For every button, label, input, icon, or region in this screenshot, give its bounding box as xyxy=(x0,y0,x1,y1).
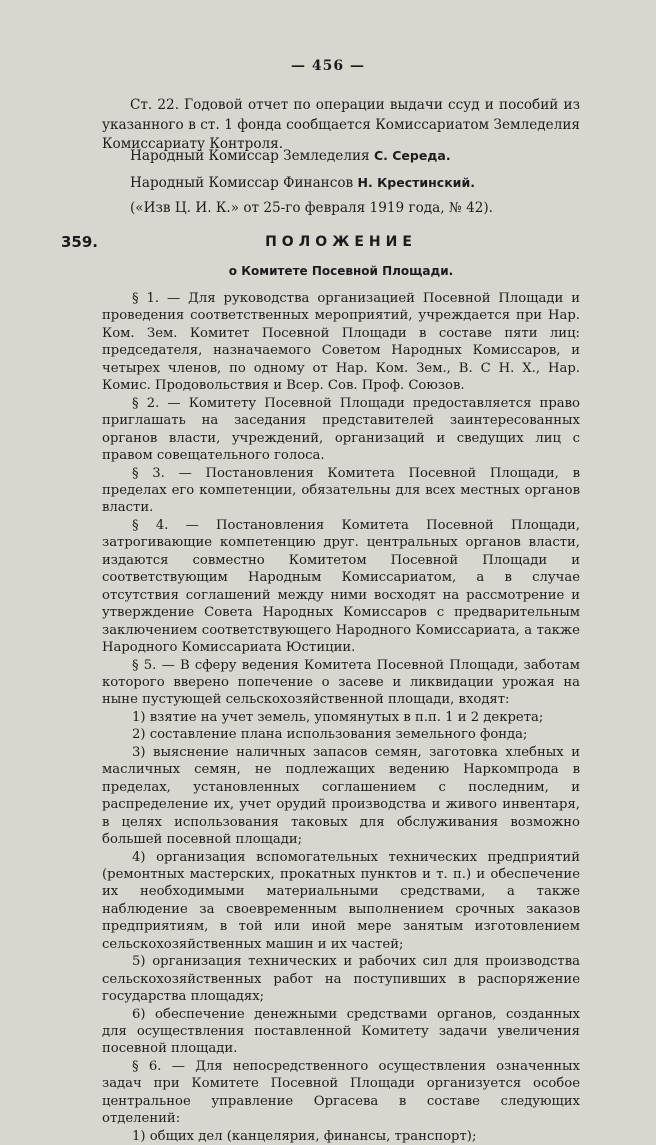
signature-name: С. Середа. xyxy=(373,148,451,163)
list-item: 2) составление плана использования земельного фонда; xyxy=(132,727,528,743)
regulation-body xyxy=(102,290,580,1145)
source-reference: («Изв Ц. И. К.» от 25-го февраля 1919 года, № 42). xyxy=(130,200,494,216)
signature-title: Народный Комиссар Финансов xyxy=(130,175,354,191)
signature-agriculture xyxy=(102,146,580,167)
paragraph-1: § 1. — Для руководства организацией Посевной Площади и проведения соответственных мероприятий, учреждается при Нар. Ком. Зем. Комитет Посевной Площади в составе пяти лиц: председателя, назначаемого Советом Народных Комиссаров, и четырех членов, по одному от Нар. Ком. Зем., В. С Н. Х., Нар. Комис. Продовольствия и Всер. Сов. Проф. Союзов. xyxy=(102,291,580,394)
paragraph-6: § 6. — Для непосредственного осуществления означенных задач при Комитете Посевной Площади организуется особое центральное управление Оргасева в составе следующих отделений: xyxy=(102,1058,580,1127)
list-item: 1) общих дел (канцелярия, финансы, транспорт); xyxy=(132,1128,477,1144)
list-item: 5) организация технических и рабочих сил для производства сельскохозяйственных работ на поступивших в распоряжение государства площадях; xyxy=(102,954,580,1005)
paragraph-2: § 2. — Комитету Посевной Площади предоставляется право приглашать на заседания представителей заинтересованных органов власти, учреждений, организаций и сведущих лиц с правом совещательного голоса. xyxy=(102,395,580,464)
list-item: 3) выяснение наличных запасов семян, заготовка хлебных и масличных семян, не подлежащих ведению Наркомпрода в пределах, установленных соглашением с последним, и распределение их, учет орудий производства и живого инвентаря, в целях использования таковых для обслуживания возможно большей посевной площади; xyxy=(102,744,580,848)
paragraph-3: § 3. — Постановления Комитета Посевной Площади, в пределах его компетенции, обязательны для всех местных органов власти. xyxy=(102,465,580,516)
document-title: ПОЛОЖЕНИЕ xyxy=(265,234,417,250)
document-subtitle: о Комитете Посевной Площади. xyxy=(228,264,454,278)
paragraph-4: § 4. — Постановления Комитета Посевной Площади, затрогивающие компетенцию друг. центральных органов власти, издаются совместно Комитетом Посевной Площади и соответствующим Народным Комиссариатом, а в случае отсутствия соглашений между ними восходят на рассмотрение и утверждение Совета Народных Комиссаров с предварительным заключением соответствующего Народного Комиссариата, а также Народного Комиссариата Юстиции. xyxy=(102,517,580,656)
signature-finance xyxy=(102,173,580,194)
signature-name: Н. Крестинский. xyxy=(357,175,475,190)
section-number: 359. xyxy=(61,233,99,251)
article-22: Ст. 22. Годовой отчет по операции выдачи ссуд и пособий из указанного в ст. 1 фонда сообщается Комиссариатом Земледелия Комиссариату Контроля. xyxy=(102,97,580,152)
paragraph-5: § 5. — В сферу ведения Комитета Посевной Площади, заботам которого вверено попечение о засеве и ликвидации урожая на ныне пустующей сельскохозяйственной площади, входят: xyxy=(102,657,580,708)
list-item: 6) обеспечение денежными средствами органов, созданных для осуществления поставленной Комитету задачи увеличения посевной площади. xyxy=(102,1006,580,1057)
list-item: 4) организация вспомогательных технических предприятий (ремонтных мастерских, прокатных пунктов и т. п.) и обеспечение их необходимыми материальными средствами, а также наблюдение за своевременным выполнением срочных заказов предприятиям, в той или иной мере занятым изготовлением сельскохозяйственных машин и их частей; xyxy=(102,849,580,952)
list-item: 1) взятие на учет земель, упомянутых в п.п. 1 и 2 декрета; xyxy=(132,709,544,725)
page-number: — 456 — xyxy=(291,58,365,74)
signature-title: Народный Комиссар Земледелия xyxy=(130,148,370,164)
